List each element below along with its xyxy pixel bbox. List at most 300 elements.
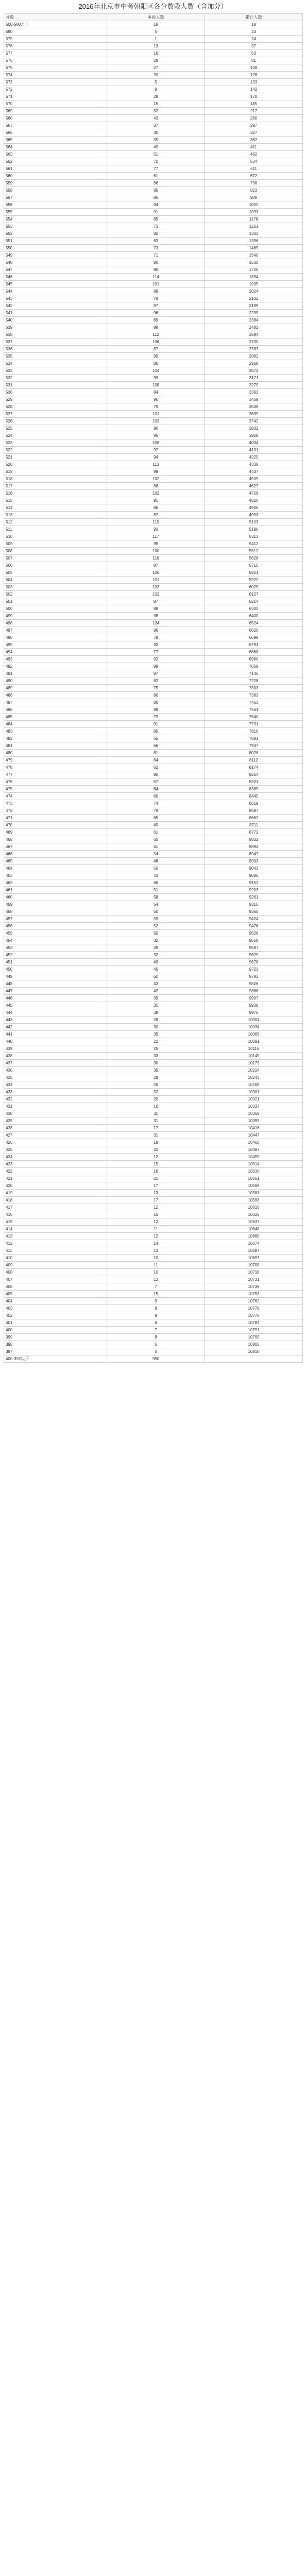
cell-segment-count: 114 bbox=[107, 274, 205, 281]
cell-segment-count: 80 bbox=[107, 699, 205, 706]
cell-segment-count: 72 bbox=[107, 158, 205, 165]
table-row bbox=[4, 613, 303, 620]
cell-segment-count: 79 bbox=[107, 714, 205, 721]
table-row bbox=[4, 952, 303, 959]
cell-segment-count: 92 bbox=[107, 641, 205, 649]
cell-segment-count: 59 bbox=[107, 916, 205, 923]
table-row bbox=[4, 548, 303, 555]
cell-score: 399 bbox=[4, 1334, 107, 1341]
cell-score: 495 bbox=[4, 641, 107, 649]
table-row bbox=[4, 375, 303, 382]
cell-cumulative-count: 9723 bbox=[205, 966, 303, 973]
cell-segment-count: 82 bbox=[107, 230, 205, 238]
cell-segment-count: 8 bbox=[107, 1305, 205, 1312]
table-row bbox=[4, 980, 303, 988]
cell-score: 398 bbox=[4, 1341, 107, 1348]
cell-cumulative-count: 8519 bbox=[205, 800, 303, 807]
cell-score: 500 bbox=[4, 605, 107, 613]
cell-cumulative-count: 2968 bbox=[205, 360, 303, 367]
cell-cumulative-count: 10762 bbox=[205, 1298, 303, 1305]
cell-score: 410 bbox=[4, 1255, 107, 1262]
cell-score: 522 bbox=[4, 447, 107, 454]
cell-cumulative-count: 8174 bbox=[205, 764, 303, 771]
header-segment-count: 本段人数 bbox=[107, 14, 205, 21]
cell-score: 570 bbox=[4, 100, 107, 108]
cell-score: 523 bbox=[4, 439, 107, 447]
cell-score: 450 bbox=[4, 966, 107, 973]
cell-cumulative-count: 7947 bbox=[205, 742, 303, 750]
cell-segment-count: 6 bbox=[107, 1341, 205, 1348]
cell-score: 506 bbox=[4, 562, 107, 569]
table-row bbox=[4, 245, 303, 252]
table-row bbox=[4, 512, 303, 519]
cell-segment-count: 13 bbox=[107, 1276, 205, 1283]
cell-score: 460 bbox=[4, 894, 107, 901]
cell-segment-count: 85 bbox=[107, 216, 205, 223]
cell-cumulative-count: 3459 bbox=[205, 396, 303, 403]
table-row bbox=[4, 216, 303, 223]
table-row bbox=[4, 151, 303, 158]
cell-cumulative-count: 10697 bbox=[205, 1255, 303, 1262]
table-row bbox=[4, 425, 303, 432]
cell-score: 547 bbox=[4, 266, 107, 274]
cell-segment-count: 21 bbox=[107, 1175, 205, 1182]
cell-segment-count: 5 bbox=[107, 79, 205, 86]
cell-segment-count: 90 bbox=[107, 266, 205, 274]
cell-cumulative-count: 1834 bbox=[205, 274, 303, 281]
cell-score: 551 bbox=[4, 238, 107, 245]
cell-segment-count: 32 bbox=[107, 108, 205, 115]
cell-cumulative-count: 9086 bbox=[205, 872, 303, 879]
cell-segment-count: 92 bbox=[107, 656, 205, 663]
cell-cumulative-count: 10625 bbox=[205, 1211, 303, 1218]
cell-score: 447 bbox=[4, 988, 107, 995]
cell-segment-count: 26 bbox=[107, 1081, 205, 1089]
cell-cumulative-count: 10718 bbox=[205, 1269, 303, 1276]
cell-cumulative-count: 8947 bbox=[205, 851, 303, 858]
cell-segment-count: 950 bbox=[107, 1355, 205, 1363]
cell-segment-count: 12 bbox=[107, 1218, 205, 1226]
cell-score: 557 bbox=[4, 194, 107, 201]
table-row bbox=[4, 685, 303, 692]
cell-cumulative-count: 2295 bbox=[205, 310, 303, 317]
cell-cumulative-count: 9526 bbox=[205, 930, 303, 937]
cell-cumulative-count: 3363 bbox=[205, 389, 303, 396]
cell-cumulative-count: 10149 bbox=[205, 1053, 303, 1060]
cell-segment-count: 97 bbox=[107, 447, 205, 454]
cell-segment-count: 35 bbox=[107, 1067, 205, 1074]
cell-score: 424 bbox=[4, 1154, 107, 1161]
cell-cumulative-count: 327 bbox=[205, 129, 303, 137]
cell-score: 462 bbox=[4, 879, 107, 887]
cell-cumulative-count: 1469 bbox=[205, 245, 303, 252]
table-row bbox=[4, 829, 303, 836]
cell-score: 440 bbox=[4, 1038, 107, 1045]
cell-score: 419 bbox=[4, 1190, 107, 1197]
cell-cumulative-count: 10568 bbox=[205, 1182, 303, 1190]
cell-segment-count: 17 bbox=[107, 1197, 205, 1204]
table-row bbox=[4, 786, 303, 793]
cell-score: 486 bbox=[4, 706, 107, 714]
cell-cumulative-count: 9315 bbox=[205, 901, 303, 908]
cell-segment-count: 49 bbox=[107, 144, 205, 151]
cell-cumulative-count: 2102 bbox=[205, 295, 303, 302]
cell-segment-count: 91 bbox=[107, 209, 205, 216]
cell-cumulative-count: 9365 bbox=[205, 908, 303, 916]
cell-score: 568 bbox=[4, 115, 107, 122]
cell-cumulative-count: 10784 bbox=[205, 1319, 303, 1327]
cell-cumulative-count: 7881 bbox=[205, 735, 303, 742]
cell-cumulative-count: 10514 bbox=[205, 1161, 303, 1168]
cell-cumulative-count: 5628 bbox=[205, 555, 303, 562]
cell-segment-count: 17 bbox=[107, 1125, 205, 1132]
cell-score: 469 bbox=[4, 829, 107, 836]
table-row bbox=[4, 1168, 303, 1175]
cell-cumulative-count: 128 bbox=[205, 72, 303, 79]
cell-score: 487 bbox=[4, 699, 107, 706]
cell-score: 514 bbox=[4, 504, 107, 512]
cell-cumulative-count: 10447 bbox=[205, 1132, 303, 1139]
table-row bbox=[4, 966, 303, 973]
cell-segment-count: 99 bbox=[107, 468, 205, 476]
cell-cumulative-count: 9678 bbox=[205, 959, 303, 966]
table-row bbox=[4, 519, 303, 526]
table-row bbox=[4, 310, 303, 317]
cell-cumulative-count: 4437 bbox=[205, 468, 303, 476]
cell-score: 577 bbox=[4, 50, 107, 57]
table-row bbox=[4, 28, 303, 36]
cell-score: 429 bbox=[4, 1117, 107, 1125]
table-row bbox=[4, 1024, 303, 1031]
table-row bbox=[4, 1009, 303, 1016]
table-row bbox=[4, 721, 303, 728]
cell-segment-count: 5 bbox=[107, 28, 205, 36]
cell-segment-count: 9 bbox=[107, 86, 205, 93]
cell-cumulative-count: 170 bbox=[205, 93, 303, 100]
cell-cumulative-count: 10465 bbox=[205, 1139, 303, 1146]
cell-cumulative-count: 10810 bbox=[205, 1348, 303, 1355]
cell-segment-count: 73 bbox=[107, 245, 205, 252]
table-row bbox=[4, 822, 303, 829]
cell-segment-count: 89 bbox=[107, 288, 205, 295]
table-row bbox=[4, 540, 303, 548]
cell-cumulative-count: 10674 bbox=[205, 1240, 303, 1247]
table-row bbox=[4, 742, 303, 750]
table-row bbox=[4, 122, 303, 129]
cell-segment-count: 65 bbox=[107, 815, 205, 822]
table-row bbox=[4, 129, 303, 137]
cell-cumulative-count: 10499 bbox=[205, 1154, 303, 1161]
table-row bbox=[4, 338, 303, 346]
table-row bbox=[4, 1125, 303, 1132]
table-row bbox=[4, 908, 303, 916]
cell-score: 444 bbox=[4, 1009, 107, 1016]
cell-segment-count: 99 bbox=[107, 375, 205, 382]
cell-score: 455 bbox=[4, 930, 107, 937]
cell-score: 427 bbox=[4, 1132, 107, 1139]
table-row bbox=[4, 959, 303, 966]
cell-score: 526 bbox=[4, 418, 107, 425]
cell-segment-count: 79 bbox=[107, 403, 205, 411]
table-row bbox=[4, 865, 303, 872]
cell-cumulative-count: 108 bbox=[205, 64, 303, 72]
cell-cumulative-count: 10648 bbox=[205, 1226, 303, 1233]
cell-score: 520 bbox=[4, 461, 107, 468]
cell-segment-count: 15 bbox=[107, 1291, 205, 1298]
cell-score: 515 bbox=[4, 497, 107, 504]
table-row bbox=[4, 57, 303, 64]
cell-cumulative-count: 4993 bbox=[205, 512, 303, 519]
cell-score: 565 bbox=[4, 137, 107, 144]
cell-segment-count: 52 bbox=[107, 923, 205, 930]
cell-cumulative-count: 1093 bbox=[205, 209, 303, 216]
cell-segment-count: 98 bbox=[107, 706, 205, 714]
table-row bbox=[4, 1096, 303, 1103]
cell-score: 539 bbox=[4, 324, 107, 331]
cell-segment-count: 13 bbox=[107, 1247, 205, 1255]
cell-cumulative-count: 2024 bbox=[205, 288, 303, 295]
cell-cumulative-count: 672 bbox=[205, 173, 303, 180]
cell-score: 503 bbox=[4, 584, 107, 591]
cell-segment-count: 101 bbox=[107, 577, 205, 584]
cell-cumulative-count: 1396 bbox=[205, 238, 303, 245]
cell-segment-count: 93 bbox=[107, 526, 205, 533]
table-row bbox=[4, 728, 303, 735]
cell-score: 425 bbox=[4, 1146, 107, 1154]
table-row bbox=[4, 1298, 303, 1305]
table-row-top bbox=[4, 21, 303, 28]
table-row bbox=[4, 706, 303, 714]
cell-score: 470 bbox=[4, 822, 107, 829]
cell-cumulative-count: 9868 bbox=[205, 988, 303, 995]
cell-segment-count: 84 bbox=[107, 757, 205, 764]
cell-cumulative-count: 5412 bbox=[205, 540, 303, 548]
cell-segment-count: 49 bbox=[107, 959, 205, 966]
cell-score: 404 bbox=[4, 1298, 107, 1305]
header-cumulative-count: 累计人数 bbox=[205, 14, 303, 21]
cell-segment-count: 6 bbox=[107, 1319, 205, 1327]
table-row bbox=[4, 1016, 303, 1024]
cell-score: 533 bbox=[4, 367, 107, 375]
cell-score: 540 bbox=[4, 317, 107, 324]
cell-segment-count: 16 bbox=[107, 50, 205, 57]
cell-segment-count: 98 bbox=[107, 613, 205, 620]
table-row bbox=[4, 627, 303, 634]
table-row bbox=[4, 1255, 303, 1262]
cell-segment-count: 78 bbox=[107, 295, 205, 302]
table-row bbox=[4, 714, 303, 721]
cell-score: 457 bbox=[4, 916, 107, 923]
table-row bbox=[4, 230, 303, 238]
cell-segment-count: 7 bbox=[107, 1283, 205, 1291]
cell-segment-count: 60 bbox=[107, 973, 205, 980]
cell-cumulative-count: 6960 bbox=[205, 656, 303, 663]
cell-score: 538 bbox=[4, 331, 107, 338]
cell-segment-count: 17 bbox=[107, 1182, 205, 1190]
cell-cumulative-count: 10337 bbox=[205, 1103, 303, 1110]
cell-cumulative-count: 10770 bbox=[205, 1305, 303, 1312]
cell-cumulative-count: 9976 bbox=[205, 1009, 303, 1016]
cell-score: 463 bbox=[4, 872, 107, 879]
cell-cumulative-count: 7640 bbox=[205, 714, 303, 721]
table-row bbox=[4, 663, 303, 670]
cell-cumulative-count: 5512 bbox=[205, 548, 303, 555]
cell-segment-count: 64 bbox=[107, 786, 205, 793]
cell-cumulative-count: 2384 bbox=[205, 317, 303, 324]
cell-cumulative-count: 7561 bbox=[205, 706, 303, 714]
table-row bbox=[4, 641, 303, 649]
cell-cumulative-count: 2594 bbox=[205, 331, 303, 338]
table-row bbox=[4, 360, 303, 367]
cell-cumulative-count: 5922 bbox=[205, 577, 303, 584]
cell-cumulative-count: 10598 bbox=[205, 1197, 303, 1204]
cell-segment-count: 124 bbox=[107, 620, 205, 627]
cell-score: 496 bbox=[4, 634, 107, 641]
cell-segment-count: 99 bbox=[107, 663, 205, 670]
cell-score: 489 bbox=[4, 685, 107, 692]
table-row bbox=[4, 317, 303, 324]
table-row bbox=[4, 836, 303, 843]
cell-score: 466 bbox=[4, 851, 107, 858]
cell-segment-count: 12 bbox=[107, 1154, 205, 1161]
cell-segment-count: 102 bbox=[107, 591, 205, 598]
cell-segment-count: 104 bbox=[107, 367, 205, 375]
cell-segment-count: 35 bbox=[107, 1031, 205, 1038]
cell-score: 413 bbox=[4, 1233, 107, 1240]
cell-score: 537 bbox=[4, 338, 107, 346]
table-row bbox=[4, 100, 303, 108]
table-row bbox=[4, 86, 303, 93]
cell-cumulative-count: 9152 bbox=[205, 879, 303, 887]
cell-cumulative-count: 9558 bbox=[205, 937, 303, 944]
table-row bbox=[4, 1161, 303, 1168]
cell-score: 553 bbox=[4, 223, 107, 230]
cell-segment-count: 74 bbox=[107, 800, 205, 807]
cell-segment-count: 28 bbox=[107, 57, 205, 64]
cell-segment-count: 32 bbox=[107, 952, 205, 959]
table-row bbox=[4, 1139, 303, 1146]
table-row bbox=[4, 1002, 303, 1009]
cell-cumulative-count: 23 bbox=[205, 28, 303, 36]
cell-segment-count: 60 bbox=[107, 836, 205, 843]
cell-cumulative-count: 7059 bbox=[205, 663, 303, 670]
table-row bbox=[4, 569, 303, 577]
cell-segment-count: 57 bbox=[107, 778, 205, 786]
cell-score: 511 bbox=[4, 526, 107, 533]
cell-cumulative-count: 6868 bbox=[205, 649, 303, 656]
cell-segment-count: 86 bbox=[107, 360, 205, 367]
cell-score: 412 bbox=[4, 1240, 107, 1247]
cell-score: 417 bbox=[4, 1204, 107, 1211]
cell-cumulative-count: 6302 bbox=[205, 605, 303, 613]
cell-score: 507 bbox=[4, 555, 107, 562]
cell-cumulative-count: 9907 bbox=[205, 995, 303, 1002]
cell-score: 418 bbox=[4, 1197, 107, 1204]
table-row bbox=[4, 324, 303, 331]
cell-cumulative-count: 53 bbox=[205, 50, 303, 57]
table-row bbox=[4, 1197, 303, 1204]
cell-segment-count: 12 bbox=[107, 1233, 205, 1240]
cell-score: 409 bbox=[4, 1262, 107, 1269]
table-row bbox=[4, 577, 303, 584]
cell-cumulative-count: 5196 bbox=[205, 526, 303, 533]
cell-score: 505 bbox=[4, 569, 107, 577]
cell-score: 483 bbox=[4, 728, 107, 735]
cell-cumulative-count: 10551 bbox=[205, 1175, 303, 1182]
cell-cumulative-count: 1333 bbox=[205, 230, 303, 238]
page-title: 2016年北京市中考朝阳区各分数段人数（含加分） bbox=[78, 3, 228, 10]
cell-score: 543 bbox=[4, 295, 107, 302]
cell-score: 564 bbox=[4, 144, 107, 151]
cell-cumulative-count: 10487 bbox=[205, 1146, 303, 1154]
cell-score: 421 bbox=[4, 1175, 107, 1182]
cell-segment-count: 32 bbox=[107, 937, 205, 944]
cell-score: 411 bbox=[4, 1247, 107, 1255]
cell-segment-count: 20 bbox=[107, 72, 205, 79]
table-row bbox=[4, 504, 303, 512]
table-row bbox=[4, 461, 303, 468]
cell-score: 550 bbox=[4, 245, 107, 252]
cell-score: 566 bbox=[4, 129, 107, 137]
table-row bbox=[4, 490, 303, 497]
table-row bbox=[4, 995, 303, 1002]
cell-score: 519 bbox=[4, 468, 107, 476]
cell-score: 442 bbox=[4, 1024, 107, 1031]
cell-segment-count: 103 bbox=[107, 418, 205, 425]
cell-cumulative-count: 4729 bbox=[205, 490, 303, 497]
cell-score: 445 bbox=[4, 1002, 107, 1009]
cell-score: 558 bbox=[4, 187, 107, 194]
cell-cumulative-count: 10416 bbox=[205, 1125, 303, 1132]
cell-cumulative-count: 1630 bbox=[205, 259, 303, 266]
cell-score: 556 bbox=[4, 201, 107, 209]
cell-score: 504 bbox=[4, 577, 107, 584]
cell-segment-count: 84 bbox=[107, 389, 205, 396]
table-row bbox=[4, 901, 303, 908]
cell-cumulative-count: 8711 bbox=[205, 822, 303, 829]
cell-score: 401 bbox=[4, 1319, 107, 1327]
cell-segment-count: 35 bbox=[107, 137, 205, 144]
cell-score: 535 bbox=[4, 353, 107, 360]
cell-cumulative-count: 6214 bbox=[205, 598, 303, 605]
cell-segment-count: 96 bbox=[107, 627, 205, 634]
cell-segment-count: 80 bbox=[107, 692, 205, 699]
cell-score: 453 bbox=[4, 944, 107, 952]
cell-score: 406 bbox=[4, 1283, 107, 1291]
cell-cumulative-count: 6127 bbox=[205, 591, 303, 598]
cell-score: 517 bbox=[4, 483, 107, 490]
table-row bbox=[4, 1312, 303, 1319]
cell-score: 474 bbox=[4, 793, 107, 800]
cell-cumulative-count: 10660 bbox=[205, 1233, 303, 1240]
cell-cumulative-count: 9597 bbox=[205, 944, 303, 952]
cell-score: 580 bbox=[4, 28, 107, 36]
table-row bbox=[4, 1089, 303, 1096]
table-row bbox=[4, 180, 303, 187]
cell-score: 555 bbox=[4, 209, 107, 216]
table-row bbox=[4, 815, 303, 822]
cell-cumulative-count: 10243 bbox=[205, 1074, 303, 1081]
table-row bbox=[4, 1110, 303, 1117]
cell-segment-count: 13 bbox=[107, 1190, 205, 1197]
cell-score: 452 bbox=[4, 952, 107, 959]
table-row bbox=[4, 165, 303, 173]
cell-segment-count: 77 bbox=[107, 165, 205, 173]
cell-cumulative-count: 8321 bbox=[205, 778, 303, 786]
cell-segment-count: 32 bbox=[107, 1089, 205, 1096]
cell-segment-count: 78 bbox=[107, 807, 205, 815]
cell-segment-count: 54 bbox=[107, 901, 205, 908]
